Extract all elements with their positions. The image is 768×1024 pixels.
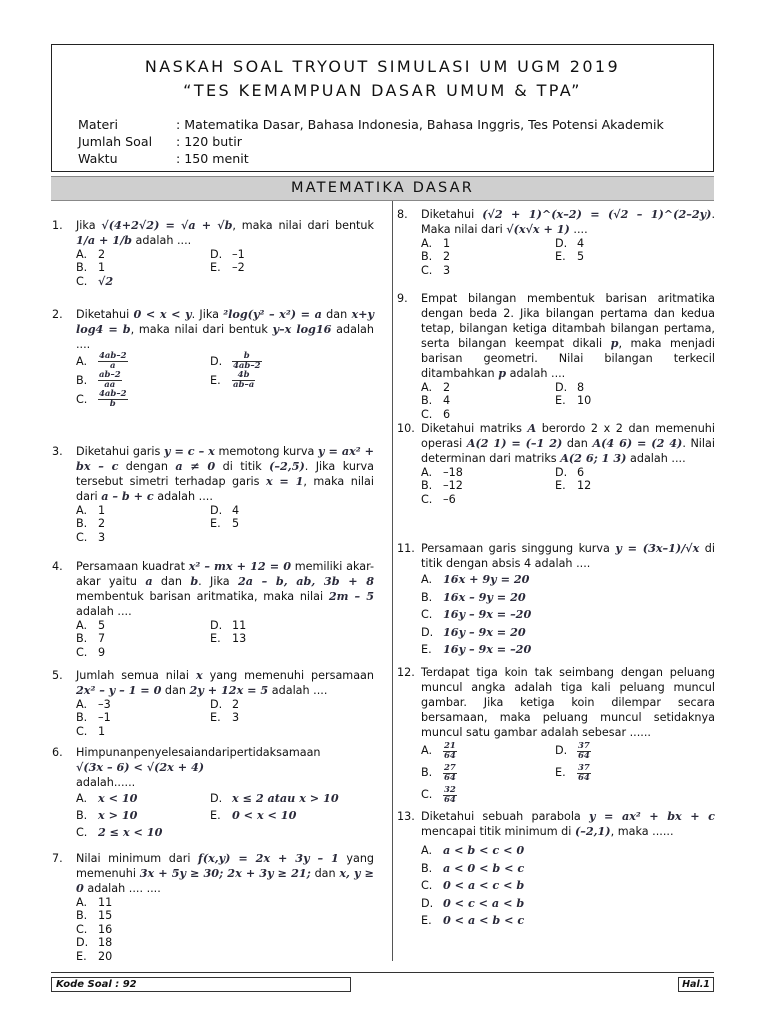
option-d[interactable]: D. –1 <box>210 248 245 261</box>
option-c[interactable]: C. 1 <box>76 724 106 738</box>
option-a[interactable]: A. $\frac{21}{64}$ <box>421 740 456 761</box>
option-c[interactable]: C. –6 <box>421 492 456 506</box>
answer-options <box>76 619 374 659</box>
answer-options <box>76 790 374 841</box>
option-a[interactable]: A. $\frac{4ab-2}{a}$ <box>76 351 127 371</box>
option-c[interactable]: C. 16y – 9x = –20 <box>421 607 532 621</box>
question-8: 8. Diketahui (√2 + 1)^(x–2) = (√2 – 1)^(2–2y). Maka nilai dari √(x√x + 1) .... A. 1 D. 4 B. 2 E. 5 C. 3 <box>397 207 715 277</box>
question-7: 7. Nilai minimum dari f(x,y) = 2x + 3y – 1 yang memenuhi 3x + 5y ≥ 30; 2x + 3y ≥ 21; dan x, y ≥ 0 adalah .... .... A. 11 B. 15 C. 16 D. 18 E. 20 <box>52 851 375 963</box>
option-e[interactable]: E. 20 <box>76 949 113 963</box>
option-b[interactable]: B. $\frac{27}{64}$ <box>421 762 456 783</box>
question-13: 13. Diketahui sebuah parabola y = ax² + bx + c mencapai titik minimum di (–2,1), maka ...... A. a < b < c < 0 B. a < 0 < b < c C. 0 < a < c < b D. 0 < c < a < b E. 0 < a < b < c <box>397 809 715 930</box>
option-e[interactable]: E. 13 <box>210 632 247 646</box>
option-e[interactable]: E. 16y – 9x = –20 <box>421 642 532 656</box>
answer-options <box>421 740 715 806</box>
answer-options <box>421 842 715 930</box>
option-e[interactable]: E. 12 <box>555 479 592 493</box>
question-11: 11. Persamaan garis singgung kurva y = (3x–1)/√x di titik dengan absis 4 adalah .... A. 16x + 9y = 20 B. 16x – 9y = 20 C. 16y – 9x = –20 D. 16y – 9x = 20 E. 16y – 9x = –20 <box>397 541 715 659</box>
option-e[interactable]: E. –2 <box>210 261 245 275</box>
option-b[interactable]: B. 2 <box>421 250 451 264</box>
answer-options <box>76 352 374 409</box>
meta-waktu: Waktu : 150 menit <box>78 151 249 166</box>
option-e[interactable]: E. 10 <box>555 394 592 408</box>
option-a[interactable]: A. 11 <box>76 896 113 909</box>
answer-options <box>76 896 374 963</box>
option-c[interactable]: C. 3 <box>421 263 451 277</box>
footer-divider <box>51 972 714 973</box>
option-d[interactable]: D. 4 <box>555 237 585 250</box>
option-d[interactable]: D. x ≤ 2 atau x > 10 <box>210 791 339 805</box>
answer-options <box>421 237 715 277</box>
option-b[interactable]: B. 16x – 9y = 20 <box>421 589 526 604</box>
question-12: 12. Terdapat tiga koin tak seimbang dengan peluang muncul angka adalah tiga kali peluang muncul gambar. Jika ketiga koin dilempar secara bersamaan, maka peluang muncul setidaknya muncul satu gambar adalah sebesar ...... A. $\frac{21}{64}$ D. $\frac{37}{64}$ B. $\frac{27}{64}$ E. $\frac{37}{64}$ C. $\frac{32}{64}$ <box>397 666 715 805</box>
question-6: 6. Himpunanpenyelesaiandaripertidaksamaan √(3x – 6) < √(2x + 4) adalah...... A. x < 10 D. x ≤ 2 atau x > 10 B. x > 10 E. 0 < x < 10 C. 2 ≤ x < 10 <box>52 745 374 841</box>
answer-options <box>421 381 715 421</box>
option-b[interactable]: B. 2 <box>76 517 106 531</box>
option-d[interactable]: D. $\frac{b}{4ab-2}$ <box>210 351 261 371</box>
option-e[interactable]: E. 5 <box>555 250 585 264</box>
document-title: NASKAH SOAL TRYOUT SIMULASI UM UGM 2019 <box>144 57 621 76</box>
option-a[interactable]: A. 1 <box>76 504 106 517</box>
answer-options <box>421 571 715 659</box>
meta-jumlah-soal: Jumlah Soal : 120 butir <box>78 134 242 149</box>
option-a[interactable]: A. 2 <box>76 248 106 261</box>
option-e[interactable]: E. 0 < x < 10 <box>210 808 297 822</box>
option-b[interactable]: B. x > 10 <box>76 808 138 822</box>
option-b[interactable]: B. 4 <box>421 394 451 408</box>
option-c[interactable]: C. 2 ≤ x < 10 <box>76 825 163 839</box>
question-3: 3. Diketahui garis y = c – x memotong kurva y = ax² + bx – c dengan a ≠ 0 di titik (–2,5). Jika kurva tersebut simetri terhadap garis x = 1, maka nilai dari a – b + c adalah .... A. 1 D. 4 B. 2 E. 5 C. 3 <box>52 444 374 544</box>
option-b[interactable]: B. $\frac{ab-2}{aa}$ <box>76 370 121 390</box>
header-box <box>51 44 714 172</box>
option-c[interactable]: C. 0 < a < c < b <box>421 878 525 892</box>
option-e[interactable]: E. 5 <box>210 517 240 531</box>
answer-options <box>76 504 374 544</box>
answer-options <box>421 466 715 506</box>
exam-meta <box>78 116 664 167</box>
option-d[interactable]: D. 16y – 9x = 20 <box>421 624 526 639</box>
option-c[interactable]: C. 16 <box>76 922 113 936</box>
option-d[interactable]: D. 8 <box>555 381 585 394</box>
answer-options <box>76 248 374 288</box>
option-a[interactable]: A. –3 <box>76 698 111 711</box>
option-a[interactable]: A. x < 10 <box>76 791 138 805</box>
option-d[interactable]: D. 4 <box>210 504 240 517</box>
answer-options <box>76 698 374 738</box>
option-e[interactable]: E. $\frac{4b}{ab-a}$ <box>210 370 255 390</box>
option-a[interactable]: A. 1 <box>421 237 451 250</box>
option-b[interactable]: B. –1 <box>76 711 111 725</box>
question-2: 2. Diketahui 0 < x < y. Jika ²log(y² – x²) = a dan x+y log4 = b, maka nilai dari bentuk y–x log16 adalah .... A. $\frac{4ab-2}{a}$ D. $\frac{b}{4ab-2}$ B. $\frac{ab-2}{aa}$ E. $\frac{4b}{ab-a}$ C. $\frac{4ab-2}{b}$ <box>52 307 374 409</box>
option-d[interactable]: D. 6 <box>555 466 585 479</box>
option-c[interactable]: C. 9 <box>76 645 106 659</box>
option-e[interactable]: E. 3 <box>210 711 240 725</box>
option-a[interactable]: A. –18 <box>421 466 463 479</box>
page-number: Hal.1 <box>678 977 714 992</box>
option-b[interactable]: B. a < 0 < b < c <box>421 860 525 875</box>
option-d[interactable]: D. 18 <box>76 936 113 950</box>
option-a[interactable]: A. 16x + 9y = 20 <box>421 572 530 586</box>
exam-code: Kode Soal : 92 <box>51 977 351 992</box>
option-d[interactable]: D. 0 < c < a < b <box>421 895 525 910</box>
option-c[interactable]: C. 6 <box>421 407 451 421</box>
option-d[interactable]: D. $\frac{37}{64}$ <box>555 740 590 761</box>
option-b[interactable]: B. 15 <box>76 909 113 923</box>
option-b[interactable]: B. 7 <box>76 632 106 646</box>
option-a[interactable]: A. 2 <box>421 381 451 394</box>
question-4: 4. Persamaan kuadrat x² – mx + 12 = 0 memiliki akar-akar yaitu a dan b. Jika 2a – b, ab, 3b + 8 membentuk barisan aritmatika, maka nilai 2m – 5 adalah .... A. 5 D. 11 B. 7 E. 13 C. 9 <box>52 559 375 659</box>
option-a[interactable]: A. a < b < c < 0 <box>421 843 525 857</box>
question-5: 5. Jumlah semua nilai x yang memenuhi persamaan 2x² – y – 1 = 0 dan 2y + 12x = 5 adalah .... A. –3 D. 2 B. –1 E. 3 C. 1 <box>52 668 375 738</box>
section-heading: MATEMATIKA DASAR <box>51 176 714 201</box>
question-9: 9. Empat bilangan membentuk barisan aritmatika dengan beda 2. Jika bilangan pertama dan kedua tetap, bilangan ketiga ditambah bilangan pertama, serta bilangan keempat dikali p, maka menjadi barisan geometri. Nilai bilangan terkecil ditambahkan p adalah .... A. 2 D. 8 B. 4 E. 10 C. 6 <box>397 292 715 421</box>
option-c[interactable]: C. $\frac{4ab-2}{b}$ <box>76 389 127 409</box>
option-a[interactable]: A. 5 <box>76 619 106 632</box>
option-b[interactable]: B. –12 <box>421 479 463 493</box>
option-d[interactable]: D. 2 <box>210 698 240 711</box>
option-c[interactable]: C. √2 <box>76 273 114 288</box>
column-divider <box>392 201 393 961</box>
option-e[interactable]: E. $\frac{37}{64}$ <box>555 762 590 783</box>
question-1: 1. Jika √(4+2√2) = √a + √b, maka nilai dari bentuk 1/a + 1/b adalah .... A. 2 D. –1 B. 1 E. –2 C. √2 <box>52 218 375 288</box>
question-10: 10. Diketahui matriks A berordo 2 x 2 dan memenuhi operasi A(2 1) = (–1 2) dan A(4 6) = (2 4). Nilai determinan dari matriks A(2 6; 1 3) adalah .... A. –18 D. 6 B. –12 E. 12 C. –6 <box>397 421 716 506</box>
option-c[interactable]: C. $\frac{32}{64}$ <box>421 784 456 805</box>
option-e[interactable]: E. 0 < a < b < c <box>421 913 525 927</box>
option-c[interactable]: C. 3 <box>76 530 106 544</box>
meta-materi: Materi : Matematika Dasar, Bahasa Indonesia, Bahasa Inggris, Tes Potensi Akademik <box>78 117 664 132</box>
option-b[interactable]: B. 1 <box>76 261 106 275</box>
option-d[interactable]: D. 11 <box>210 619 247 632</box>
document-subtitle: “TES KEMAMPUAN DASAR UMUM & TPA” <box>183 81 582 100</box>
